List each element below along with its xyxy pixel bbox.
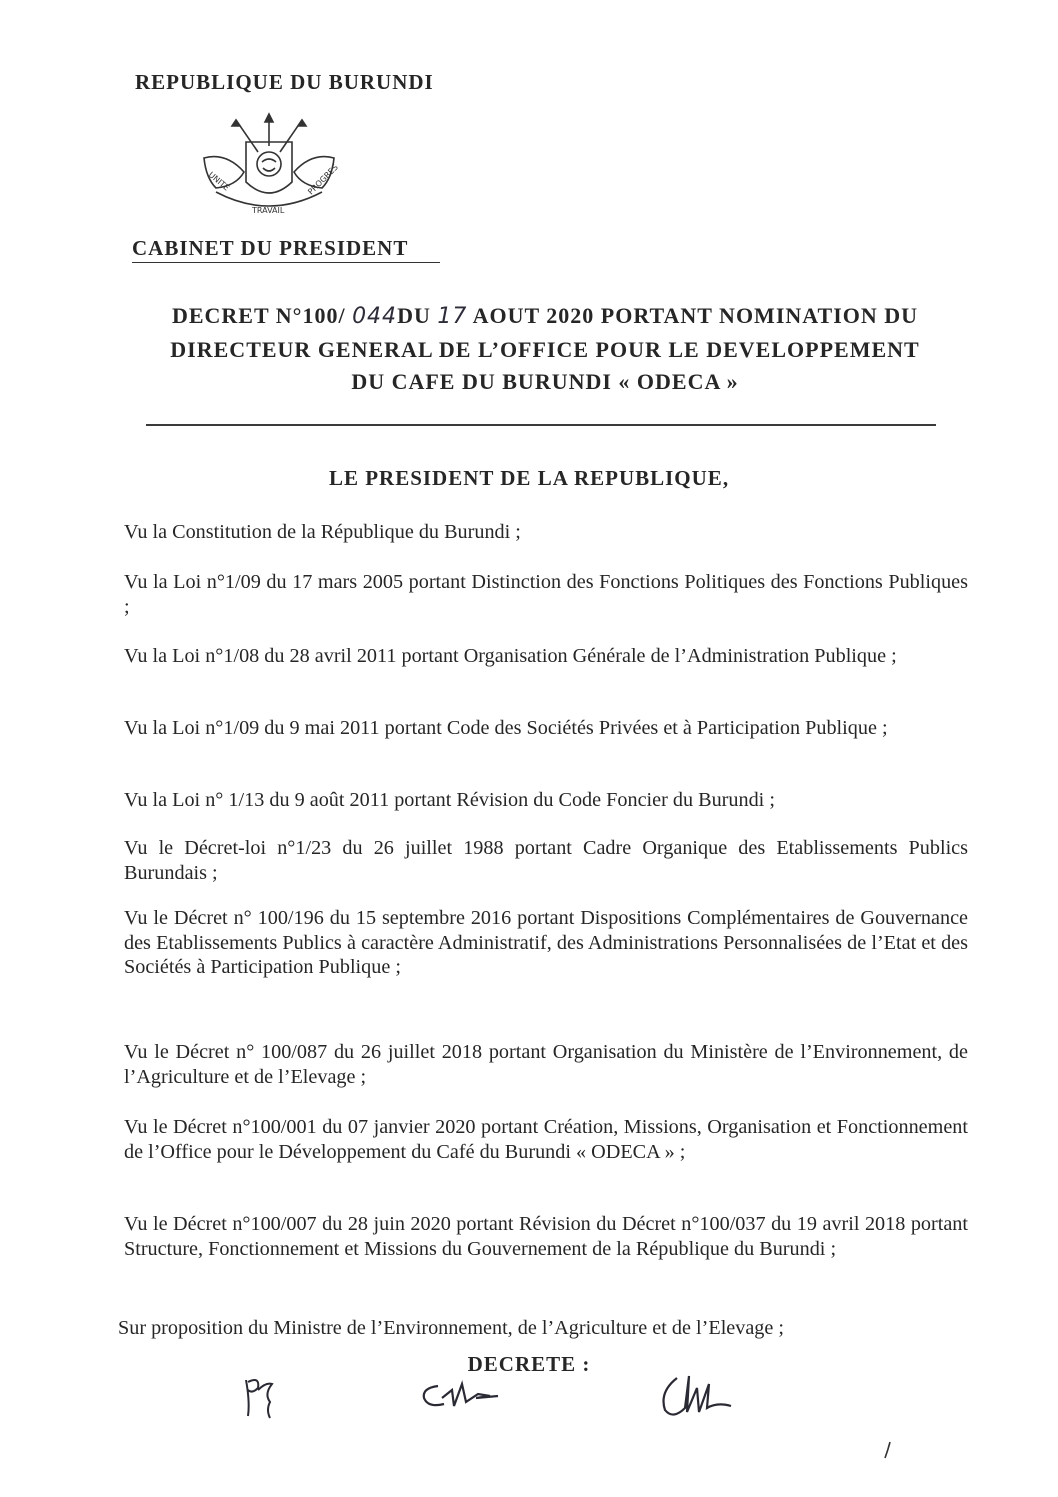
decree-title-rest: AOUT 2020 PORTANT NOMINATION DU [467, 303, 919, 328]
consideration-paragraph: Vu le Décret n°100/001 du 07 janvier 2020 portant Création, Missions, Organisation et Fonctionnement de l’Office pour le Développement du Café du Burundi « ODECA » ; [124, 1116, 968, 1163]
consideration-paragraph: Vu la Loi n°1/09 du 9 mai 2011 portant Code des Sociétés Privées et à Participation Publique ; [124, 717, 888, 739]
consideration-paragraph: Vu le Décret n° 100/087 du 26 juillet 2018 portant Organisation du Ministère de l’Environnement, de l’Agriculture et de l’Elevage ; [124, 1041, 968, 1088]
proposal-paragraph: Sur proposition du Ministre de l’Environnement, de l’Agriculture et de l’Elevage ; [118, 1317, 785, 1339]
consideration-paragraph: Vu la Constitution de la République du Burundi ; [124, 521, 521, 543]
consideration-paragraph: Vu le Décret n° 100/196 du 15 septembre 2016 portant Dispositions Complémentaires de Gouvernance des Etablissements Publics à caractère Administratif, des Administrations Personnalisées de l’Etat et des Sociétés à Participation Publique ; [124, 907, 968, 978]
decrete-heading: DECRETE : [467, 1352, 591, 1376]
burundi-coat-of-arms-emblem [196, 112, 342, 220]
decree-title-line-2: DIRECTEUR GENERAL DE L’OFFICE POUR LE DEVELOPPEMENT [170, 337, 920, 362]
decree-title-line-1 [100, 300, 990, 333]
initials-signature-3 [655, 1368, 735, 1428]
decree-prefix: DECRET N°100/ [171, 303, 353, 328]
consideration-paragraph: Vu la Loi n°1/08 du 28 avril 2011 portant Organisation Générale de l’Administration Publique ; [124, 645, 897, 667]
handwritten-decree-number: 044 [352, 304, 398, 329]
motto-travail: TRAVAIL [252, 206, 285, 215]
handwritten-day: 17 [437, 304, 468, 329]
president-heading: LE PRESIDENT DE LA REPUBLIQUE, [328, 466, 730, 490]
consideration-paragraph: Vu la Loi n° 1/13 du 9 août 2011 portant Révision du Code Foncier du Burundi ; [124, 789, 775, 811]
motto-progres: PROGRES [306, 162, 340, 197]
title-divider [146, 424, 936, 426]
cabinet-underline [132, 262, 440, 263]
initials-signature-1 [240, 1372, 280, 1422]
consideration-paragraph: Vu la Loi n°1/09 du 17 mars 2005 portant Distinction des Fonctions Politiques des Fonctions Publiques ; [124, 571, 968, 618]
decree-title-line-3: DU CAFE DU BURUNDI « ODECA » [351, 369, 739, 394]
consideration-paragraph: Vu le Décret-loi n°1/23 du 26 juillet 1988 portant Cadre Organique des Etablissements Publics Burundais ; [124, 837, 968, 884]
republic-heading: REPUBLIQUE DU BURUNDI [135, 70, 434, 94]
decree-du: DU [397, 303, 438, 328]
initials-signature-2 [418, 1376, 508, 1416]
consideration-paragraph: Vu le Décret n°100/007 du 28 juin 2020 portant Révision du Décret n°100/037 du 19 avril 2018 portant Structure, Fonctionnement et Missions du Gouvernement de la République du Burundi ; [124, 1213, 968, 1260]
motto-unite: UNITE [206, 170, 232, 193]
pen-mark [882, 1440, 894, 1460]
cabinet-heading: CABINET DU PRESIDENT [132, 236, 409, 260]
